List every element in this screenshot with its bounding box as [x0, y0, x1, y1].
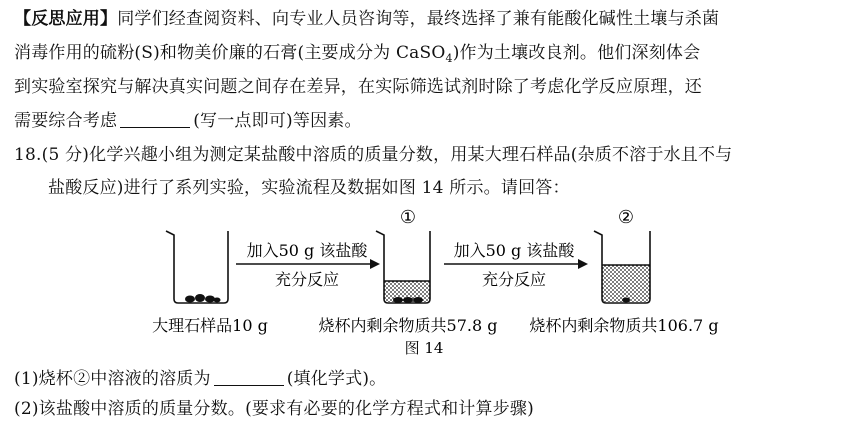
figure-label: 图 14	[404, 339, 444, 357]
subquestion-1-text-b: (填化学式)。	[286, 369, 387, 389]
marble-residue	[393, 297, 403, 303]
marble-piece	[205, 296, 215, 303]
subquestion-2	[14, 398, 534, 420]
reflection-text-4b: (写一点即可)等因素。	[193, 111, 362, 131]
reflection-text-2a: 消毒作用的硫粉(S)和物美价廉的石膏(主要成分为 CaSO	[14, 43, 446, 63]
answer-blank-solute[interactable]	[214, 370, 284, 386]
marble-piece	[195, 294, 205, 302]
marble-residue	[403, 297, 413, 303]
reflection-text-2b: )作为土壤改良剂。他们深刻体会	[452, 43, 701, 63]
arrow1-bottom-label: 充分反应	[274, 270, 340, 289]
reflection-text-4a: 需要综合考虑	[14, 111, 118, 131]
subscript-4: 4	[445, 52, 453, 65]
question-18-text-1: (5 分)化学兴趣小组为测定某盐酸中溶质的质量分数，用某大理石样品(杂质不溶于水且不与	[41, 145, 733, 165]
question-18-line-1	[14, 144, 732, 166]
beaker1-marker: ①	[399, 207, 417, 228]
subquestion-1	[14, 368, 386, 390]
reflection-text-3: 到实验室探究与解决真实问题之间存在差异，在实际筛选试剂时除了考虑化学反应原理，还	[14, 77, 702, 97]
marble-residue	[413, 297, 423, 303]
answer-blank-factor[interactable]	[120, 112, 190, 128]
reflection-text-1: 同学们经查阅资料、向专业人员咨询等，最终选择了兼有能酸化碱性土壤与杀菌	[117, 9, 720, 29]
subquestion-2-text: (2)该盐酸中溶质的质量分数。(要求有必要的化学方程式和计算步骤)	[14, 399, 534, 419]
experiment-diagram	[0, 205, 841, 365]
question-18-line-2	[48, 177, 570, 199]
caption-beaker-1: 烧杯内剩余物质共57.8 g	[318, 316, 498, 335]
question-number: 18.	[14, 145, 42, 165]
subquestion-1-text-a: (1)烧杯②中溶液的溶质为	[14, 369, 211, 389]
marble-piece	[185, 296, 195, 303]
reflection-line-4	[14, 110, 362, 132]
beaker-2	[594, 231, 650, 303]
beaker2-marker: ②	[617, 207, 635, 228]
caption-beaker-2: 烧杯内剩余物质共106.7 g	[529, 316, 719, 335]
arrow2-bottom-label: 充分反应	[481, 270, 547, 289]
beaker-1	[376, 231, 430, 303]
reflection-bracket-label: 【反思应用】	[14, 9, 118, 29]
arrow2-top-label: 加入50 g 该盐酸	[453, 241, 575, 260]
beaker-marble-sample	[166, 231, 228, 303]
reflection-line-1	[14, 8, 719, 30]
marble-piece	[214, 298, 221, 303]
solution-level-2	[602, 265, 650, 302]
reflection-line-3	[14, 76, 702, 98]
question-18-text-2: 盐酸反应)进行了系列实验，实验流程及数据如图 14 所示。请回答：	[48, 178, 570, 198]
arrow-step-2	[444, 259, 588, 269]
arrow-step-1	[236, 259, 380, 269]
reflection-line-2	[14, 42, 700, 70]
marble-residue	[622, 298, 630, 303]
caption-marble-sample: 大理石样品10 g	[152, 316, 268, 335]
arrow1-top-label: 加入50 g 该盐酸	[246, 241, 368, 260]
